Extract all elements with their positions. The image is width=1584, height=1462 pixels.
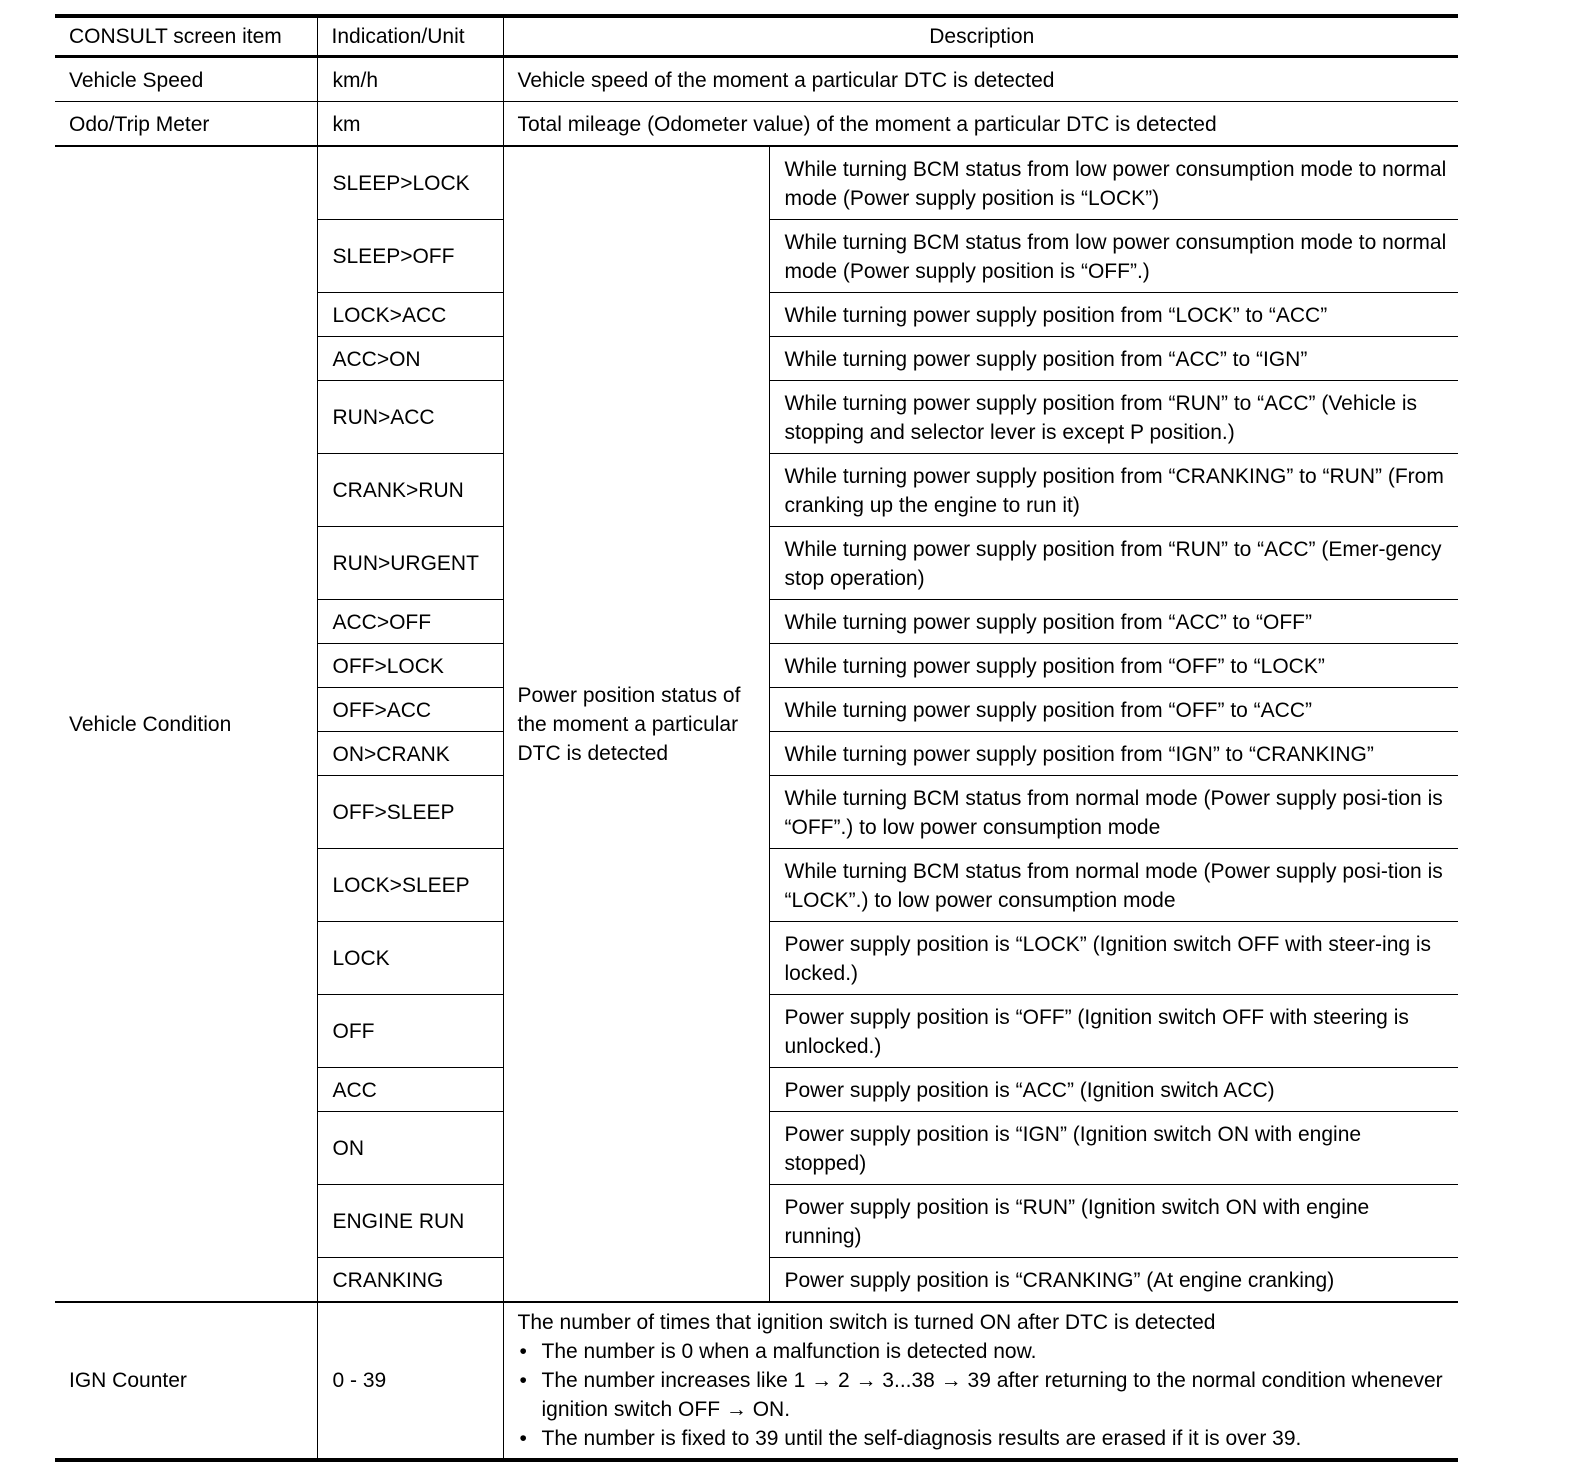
condition-description: Power supply position is “OFF” (Ignition switch OFF with steering is unlocked.) [769, 995, 1458, 1068]
indication: RUN>URGENT [317, 527, 503, 600]
indication: RUN>ACC [317, 381, 503, 454]
indication: SLEEP>OFF [317, 220, 503, 293]
condition-description: While turning BCM status from normal mode (Power supply posi-tion is “OFF”.) to low power consumption mode [769, 776, 1458, 849]
table-header-row [55, 16, 1458, 57]
indication: OFF [317, 995, 503, 1068]
list-item: • The number is fixed to 39 until the self-diagnosis results are erased if it is over 39. [518, 1424, 1447, 1453]
indication: LOCK>SLEEP [317, 849, 503, 922]
item-ign-counter: IGN Counter [55, 1302, 317, 1460]
condition-description: While turning power supply position from “OFF” to “ACC” [769, 688, 1458, 732]
condition-description: While turning power supply position from “CRANKING” to “RUN” (From cranking up the engine to run it) [769, 454, 1458, 527]
table-row [55, 102, 1458, 147]
condition-description: While turning BCM status from normal mode (Power supply posi-tion is “LOCK”.) to low power consumption mode [769, 849, 1458, 922]
indication: OFF>SLEEP [317, 776, 503, 849]
condition-description: While turning power supply position from “RUN” to “ACC” (Vehicle is stopping and selector lever is except P position.) [769, 381, 1458, 454]
indication: CRANK>RUN [317, 454, 503, 527]
unit-odo-trip-meter: km [317, 102, 503, 147]
indication: ENGINE RUN [317, 1185, 503, 1258]
unit-vehicle-speed: km/h [317, 57, 503, 102]
condition-description: While turning power supply position from “ACC” to “OFF” [769, 600, 1458, 644]
condition-description: Power supply position is “CRANKING” (At engine cranking) [769, 1258, 1458, 1303]
item-vehicle-speed: Vehicle Speed [55, 57, 317, 102]
header-screen-item: CONSULT screen item [55, 16, 317, 57]
condition-description: While turning power supply position from “LOCK” to “ACC” [769, 293, 1458, 337]
condition-description: While turning power supply position from “RUN” to “ACC” (Emer-gency stop operation) [769, 527, 1458, 600]
list-item: • The number increases like 1 → 2 → 3...38 → 39 after returning to the normal condition whenever ignition switch OFF → ON. [518, 1366, 1447, 1424]
ign-counter-bullet-list [518, 1337, 1447, 1453]
desc-ign-counter [503, 1302, 1458, 1460]
table-row [55, 57, 1458, 102]
condition-description: While turning power supply position from “OFF” to “LOCK” [769, 644, 1458, 688]
indication: OFF>LOCK [317, 644, 503, 688]
desc-vehicle-speed: Vehicle speed of the moment a particular DTC is detected [503, 57, 1458, 102]
condition-description: While turning BCM status from low power consumption mode to normal mode (Power supply position is “LOCK”) [769, 146, 1458, 220]
indication: ON>CRANK [317, 732, 503, 776]
item-odo-trip-meter: Odo/Trip Meter [55, 102, 317, 147]
indication: LOCK [317, 922, 503, 995]
condition-description: Power supply position is “LOCK” (Ignition switch OFF with steer-ing is locked.) [769, 922, 1458, 995]
item-vehicle-condition: Vehicle Condition [55, 146, 317, 1302]
ign-counter-intro: The number of times that ignition switch is turned ON after DTC is detected [517, 1311, 1216, 1334]
unit-ign-counter: 0 - 39 [317, 1302, 503, 1460]
consult-table-container [55, 14, 1458, 1462]
condition-row [55, 146, 1458, 220]
condition-description: Power supply position is “IGN” (Ignition switch ON with engine stopped) [769, 1112, 1458, 1185]
condition-description: While turning power supply position from “IGN” to “CRANKING” [769, 732, 1458, 776]
list-item: • The number is 0 when a malfunction is detected now. [518, 1337, 1447, 1366]
table-row [55, 1302, 1458, 1460]
consult-item-table [55, 14, 1458, 1462]
condition-description: Power supply position is “RUN” (Ignition switch ON with engine running) [769, 1185, 1458, 1258]
indication: ON [317, 1112, 503, 1185]
indication: ACC>ON [317, 337, 503, 381]
header-indication-unit: Indication/Unit [317, 16, 503, 57]
condition-description: While turning BCM status from low power consumption mode to normal mode (Power supply position is “OFF”.) [769, 220, 1458, 293]
condition-description: While turning power supply position from “ACC” to “IGN” [769, 337, 1458, 381]
condition-description: Power supply position is “ACC” (Ignition switch ACC) [769, 1068, 1458, 1112]
indication: ACC [317, 1068, 503, 1112]
desc-odo-trip-meter: Total mileage (Odometer value) of the moment a particular DTC is detected [503, 102, 1458, 147]
indication: SLEEP>LOCK [317, 146, 503, 220]
indication: ACC>OFF [317, 600, 503, 644]
header-description: Description [503, 16, 1458, 57]
indication: LOCK>ACC [317, 293, 503, 337]
indication: OFF>ACC [317, 688, 503, 732]
power-position-description: Power position status of the moment a particular DTC is detected [503, 146, 769, 1302]
indication: CRANKING [317, 1258, 503, 1303]
